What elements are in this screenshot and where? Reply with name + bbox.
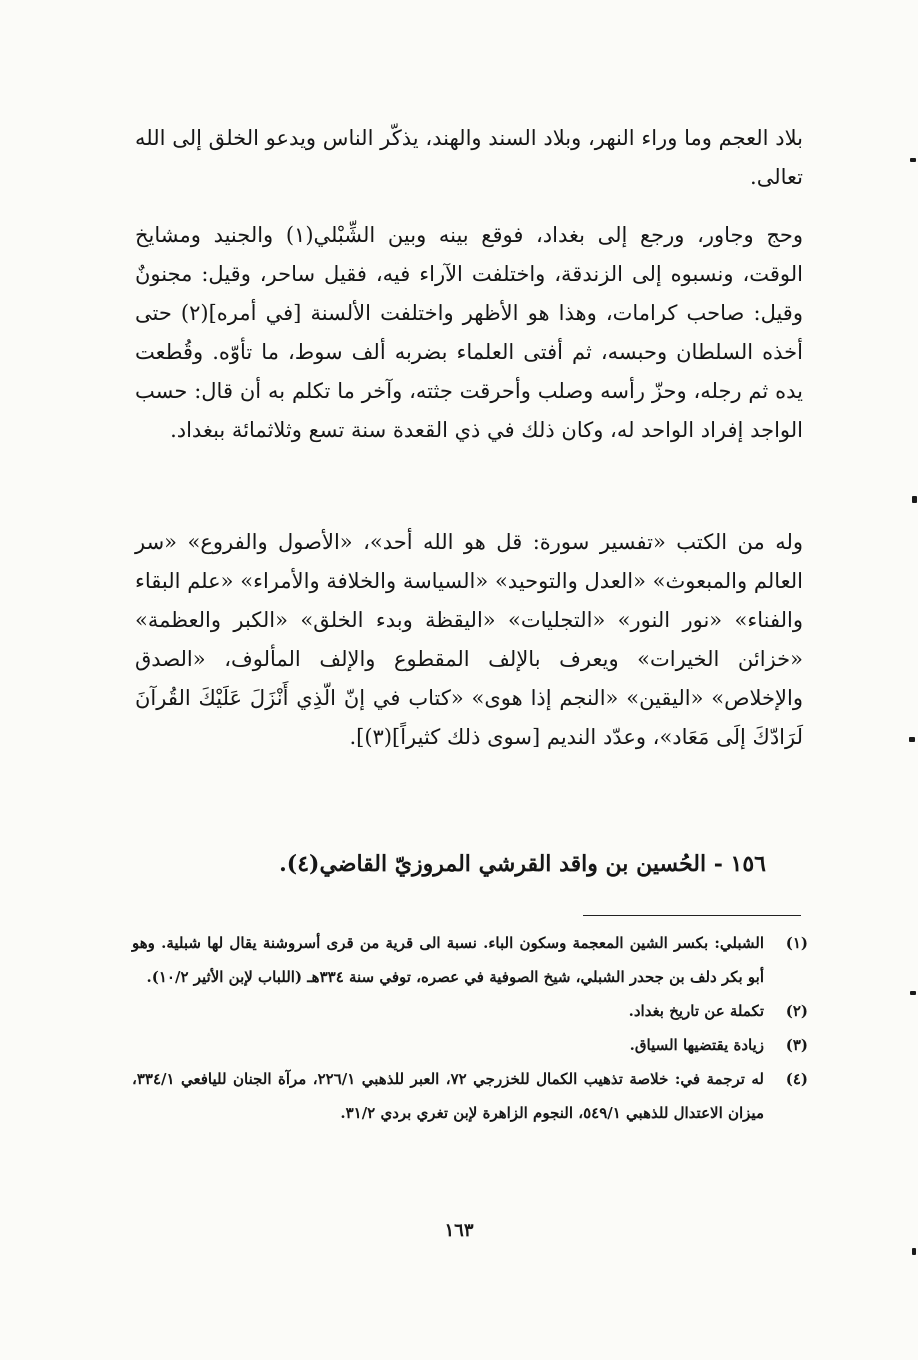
footnote-number: (١)	[785, 934, 808, 952]
footnote-number: (٣)	[785, 1036, 808, 1054]
footnote-item	[132, 994, 808, 1028]
binding-mark	[910, 991, 916, 995]
footnote-item	[132, 926, 808, 994]
footnote-text: الشبلي: بكسر الشين المعجمة وسكون الباء. نسبة الى قرية من قرى أسروشنة يقال لها شبلية. وهو أبو بكر دلف بن جحدر الشبلي، شيخ الصوفية في عصره، توفي سنة ٣٣٤هـ (اللباب لإبن الأثير ١٠/٢).	[132, 934, 764, 986]
page-number: ١٦٣	[444, 1220, 474, 1241]
paragraph-text: بلاد العجم وما وراء النهر، وبلاد السند والهند، يذكّر الناس ويدعو الخلق إلى الله تعالى.	[135, 126, 803, 189]
binding-mark	[912, 1248, 916, 1255]
footnote-text: زيادة يقتضيها السياق.	[629, 1036, 764, 1054]
binding-mark	[910, 158, 916, 162]
footnote-text: تكملة عن تاريخ بغداد.	[628, 1002, 764, 1020]
body-paragraph-3	[135, 523, 803, 757]
footnote-number: (٤)	[785, 1070, 808, 1088]
footnotes-section	[132, 926, 808, 1130]
binding-mark	[912, 496, 917, 503]
body-paragraph-2	[135, 216, 803, 450]
footnote-separator	[583, 915, 801, 916]
binding-mark	[909, 737, 915, 742]
footnote-item	[132, 1062, 808, 1130]
footnote-item	[132, 1028, 808, 1062]
footnote-number: (٢)	[785, 1002, 808, 1020]
footnote-text: له ترجمة في: خلاصة تذهيب الكمال للخزرجي ٧٢، العبر للذهبي ٢٢٦/١، مرآة الجنان لليافعي ٣٣٤/١، ميزان الاعتدال للذهبي ٥٤٩/١، النجوم الزاهرة لإبن تغري بردي ٣١/٢.	[132, 1070, 764, 1122]
paragraph-text: وحج وجاور، ورجع إلى بغداد، فوقع بينه وبين الشِّبْلي(١) والجنيد ومشايخ الوقت، ونسبوه إلى الزندقة، واختلفت الآراء فيه، فقيل ساحر، وقيل: مجنونٌ وقيل: صاحب كرامات، وهذا هو الأظهر واختلفت الألسنة [في أمره](٢) حتى أخذه السلطان وحبسه، ثم أفتى العلماء بضربه ألف سوط، ما تأوّه. وقُطعت يده ثم رجله، وحزّ رأسه وصلب وأحرقت جثته، وآخر ما تكلم به أن قال: حسب الواجد إفراد الواحد له، وكان ذلك في ذي القعدة سنة تسع وثلاثمائة ببغداد.	[135, 223, 803, 442]
entry-heading: ١٥٦ - الحُسين بن واقد القرشي المروزيّ القاضي(٤).	[279, 851, 766, 877]
paragraph-text: وله من الكتب «تفسير سورة: قل هو الله أحد»، «الأصول والفروع» «سر العالم والمبعوث» «العدل والتوحيد» «السياسة والخلافة والأمراء» «علم البقاء والفناء» «نور النور» «التجليات» «اليقظة وبدء الخلق» «الكبر والعظمة» «خزائن الخيرات» ويعرف بالإلف المقطوع والإلف المألوف، «الصدق والإخلاص» «اليقين» «النجم إذا هوى» «كتاب في إنّ الّذِي أَنْزَلَ عَلَيْكَ القُرآنَ لَرَادّكَ إلَى مَعَاد»، وعدّد النديم [سوى ذلك كثيراً](٣)].	[135, 530, 803, 749]
body-paragraph-1	[135, 119, 803, 197]
